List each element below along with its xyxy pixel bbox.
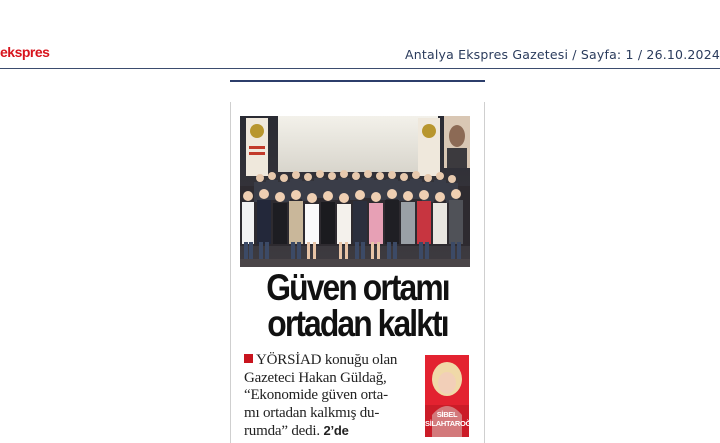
headline-line-2: ortadan kalktı: [267, 303, 448, 344]
clipping-top-bar: [230, 80, 485, 82]
summary-line-2: Gazeteci Hakan Güldağ,: [244, 369, 387, 386]
article-summary: [244, 352, 424, 441]
summary-line-4: mı ortadan kalkmış du-: [244, 404, 380, 421]
summary-line-1: YÖRSİAD konuğu olan: [256, 352, 398, 368]
author-name-line-1: SİBEL: [436, 410, 458, 419]
author-name-line-2: SİLAHTAROĞLU: [425, 419, 481, 428]
group-photo: [240, 116, 470, 267]
newspaper-logo: ekspres: [0, 44, 50, 60]
author-name: [425, 410, 481, 428]
headline-line-1: Güven ortamı: [266, 267, 449, 308]
page-header: [0, 0, 720, 70]
summary-line-3: “Ekonomide güven orta-: [244, 387, 388, 403]
page-reference: 2’de: [323, 423, 349, 438]
headline: [230, 267, 485, 344]
bullet-marker: [244, 354, 253, 363]
news-clipping: [230, 80, 485, 443]
header-rule: [0, 68, 720, 69]
source-line: Antalya Ekspres Gazetesi / Sayfa: 1 / 26.10.2024: [404, 47, 720, 62]
summary-line-5: rumda” dedi.: [244, 423, 320, 439]
